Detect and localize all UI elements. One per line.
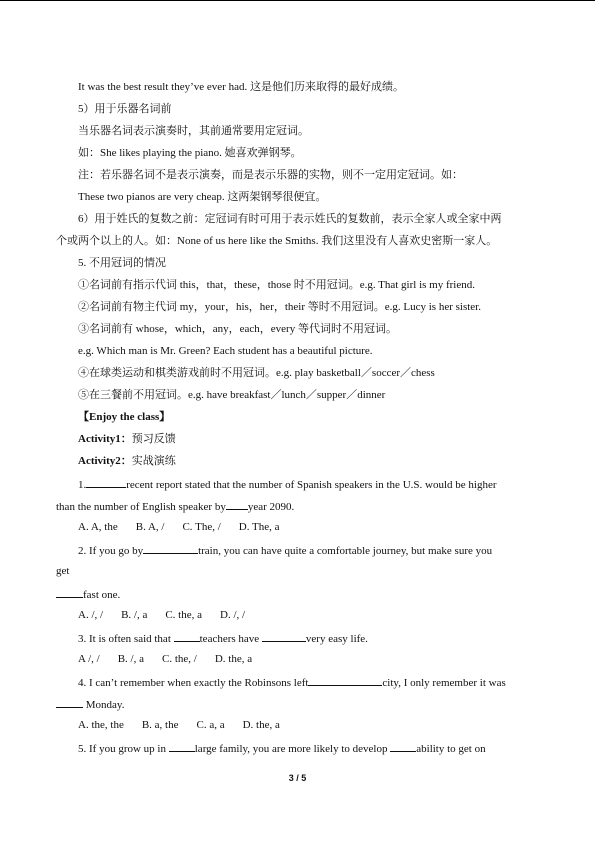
activity-text: 实战演练 bbox=[131, 455, 176, 467]
activity-1 bbox=[78, 432, 176, 446]
question-text: 3. It is often said that bbox=[78, 633, 174, 645]
question-text: very easy life. bbox=[305, 633, 368, 645]
question-text: fast one. bbox=[83, 589, 121, 601]
answer-blank[interactable] bbox=[390, 740, 416, 752]
text-line: It was the best result they’ve ever had. 这是他们历来取得的最好成绩。 bbox=[78, 81, 404, 93]
text-line: ⑤在三餐前不用冠词。e.g. have breakfast／lunch／supper／dinner bbox=[78, 389, 386, 401]
text-line: 6）用于姓氏的复数之前：定冠词有时可用于表示姓氏的复数前，表示全家人或全家中两 bbox=[78, 213, 502, 225]
option[interactable]: A. the, the bbox=[78, 719, 124, 731]
option[interactable]: D. /, / bbox=[220, 609, 246, 621]
question-4-cont bbox=[56, 696, 124, 712]
answer-blank[interactable] bbox=[143, 542, 198, 554]
answer-blank[interactable] bbox=[56, 696, 83, 708]
question-1-options bbox=[78, 520, 280, 534]
question-4-stem bbox=[78, 674, 506, 690]
question-text: 2. If you go by bbox=[78, 545, 144, 557]
header-rule bbox=[0, 0, 595, 1]
answer-blank[interactable] bbox=[86, 476, 126, 488]
option[interactable]: C. the, a bbox=[165, 609, 203, 621]
question-3-options bbox=[78, 652, 252, 666]
option[interactable]: C. a, a bbox=[196, 719, 225, 731]
text-line: 5）用于乐器名词前 bbox=[78, 103, 172, 115]
option[interactable]: B. A, / bbox=[135, 521, 165, 533]
option[interactable]: A. /, / bbox=[78, 609, 104, 621]
option[interactable]: D. The, a bbox=[238, 521, 280, 533]
question-3-stem bbox=[78, 630, 368, 646]
activity-2 bbox=[78, 454, 176, 468]
question-text: train, you can have quite a comfortable journey, but make sure you bbox=[198, 545, 493, 557]
option[interactable]: A /, / bbox=[78, 653, 100, 665]
question-text: 5. If you grow up in bbox=[78, 743, 169, 755]
answer-blank[interactable] bbox=[226, 498, 248, 510]
text-line: 如：She likes playing the piano. 她喜欢弹钢琴。 bbox=[78, 147, 302, 159]
text-line: 注：若乐器名词不是表示演奏，而是表示乐器的实物，则不一定用定冠词。如： bbox=[78, 169, 463, 181]
option[interactable]: B. /, a bbox=[117, 653, 144, 665]
question-text: year 2090. bbox=[247, 501, 295, 513]
answer-blank[interactable] bbox=[169, 740, 195, 752]
question-text: 4. I can’t remember when exactly the Robinsons left bbox=[78, 677, 309, 689]
question-text: get bbox=[56, 565, 70, 577]
question-2-options bbox=[78, 608, 245, 622]
question-2-stem bbox=[78, 542, 492, 558]
question-text: Monday. bbox=[83, 699, 125, 711]
activity-label: Activity2： bbox=[78, 455, 132, 467]
question-text: city, I only remember it was bbox=[382, 677, 506, 689]
activity-label: Activity1： bbox=[78, 433, 132, 445]
text-line: ③名词前有 whose，which，any，each，every 等代词时不用冠词。 bbox=[78, 323, 397, 335]
section-title: 【Enjoy the class】 bbox=[78, 411, 171, 423]
option[interactable]: C. the, / bbox=[161, 653, 197, 665]
text-line: ②名词前有物主代词 my，your，his，her，their 等时不用冠词。e.g. Lucy is her sister. bbox=[78, 301, 481, 313]
text-line: ④在球类运动和棋类游戏前时不用冠词。e.g. play basketball／soccer／chess bbox=[78, 367, 435, 379]
answer-blank[interactable] bbox=[56, 586, 83, 598]
text-line: These two pianos are very cheap. 这两架钢琴很便宜。 bbox=[78, 191, 327, 203]
activity-text: 预习反馈 bbox=[131, 433, 176, 445]
question-5-stem bbox=[78, 740, 486, 756]
question-text: ability to get on bbox=[416, 743, 486, 755]
option[interactable]: D. the, a bbox=[214, 653, 253, 665]
question-2-cont bbox=[56, 586, 120, 602]
question-text: large family, you are more likely to develop bbox=[194, 743, 391, 755]
text-line: ①名词前有指示代词 this，that，these，those 时不用冠词。e.g. That girl is my friend. bbox=[78, 279, 475, 291]
page-number: 3 / 5 bbox=[288, 773, 307, 783]
question-1-stem bbox=[78, 476, 497, 492]
text-line: e.g. Which man is Mr. Green? Each student has a beautiful picture. bbox=[78, 345, 373, 357]
question-4-options bbox=[78, 718, 280, 732]
question-text: recent report stated that the number of Spanish speakers in the U.S. would be higher bbox=[126, 479, 497, 491]
answer-blank[interactable] bbox=[308, 674, 382, 686]
text-line: 当乐器名词表示演奏时，其前通常要用定冠词。 bbox=[78, 125, 309, 137]
question-text: than the number of English speaker by bbox=[56, 501, 226, 513]
answer-blank[interactable] bbox=[262, 630, 306, 642]
question-1-cont bbox=[56, 498, 294, 514]
answer-blank[interactable] bbox=[174, 630, 200, 642]
option[interactable]: D. the, a bbox=[242, 719, 280, 731]
question-text: teachers have bbox=[199, 633, 262, 645]
option[interactable]: B. a, the bbox=[141, 719, 179, 731]
option[interactable]: B. /, a bbox=[121, 609, 148, 621]
text-line: 5. 不用冠词的情况 bbox=[78, 257, 166, 269]
option[interactable]: A. A, the bbox=[78, 521, 118, 533]
question-text: 1. bbox=[78, 479, 87, 491]
option[interactable]: C. The, / bbox=[182, 521, 221, 533]
text-line: 个或两个以上的人。如：None of us here like the Smiths. 我们这里没有人喜欢史密斯一家人。 bbox=[56, 235, 498, 247]
